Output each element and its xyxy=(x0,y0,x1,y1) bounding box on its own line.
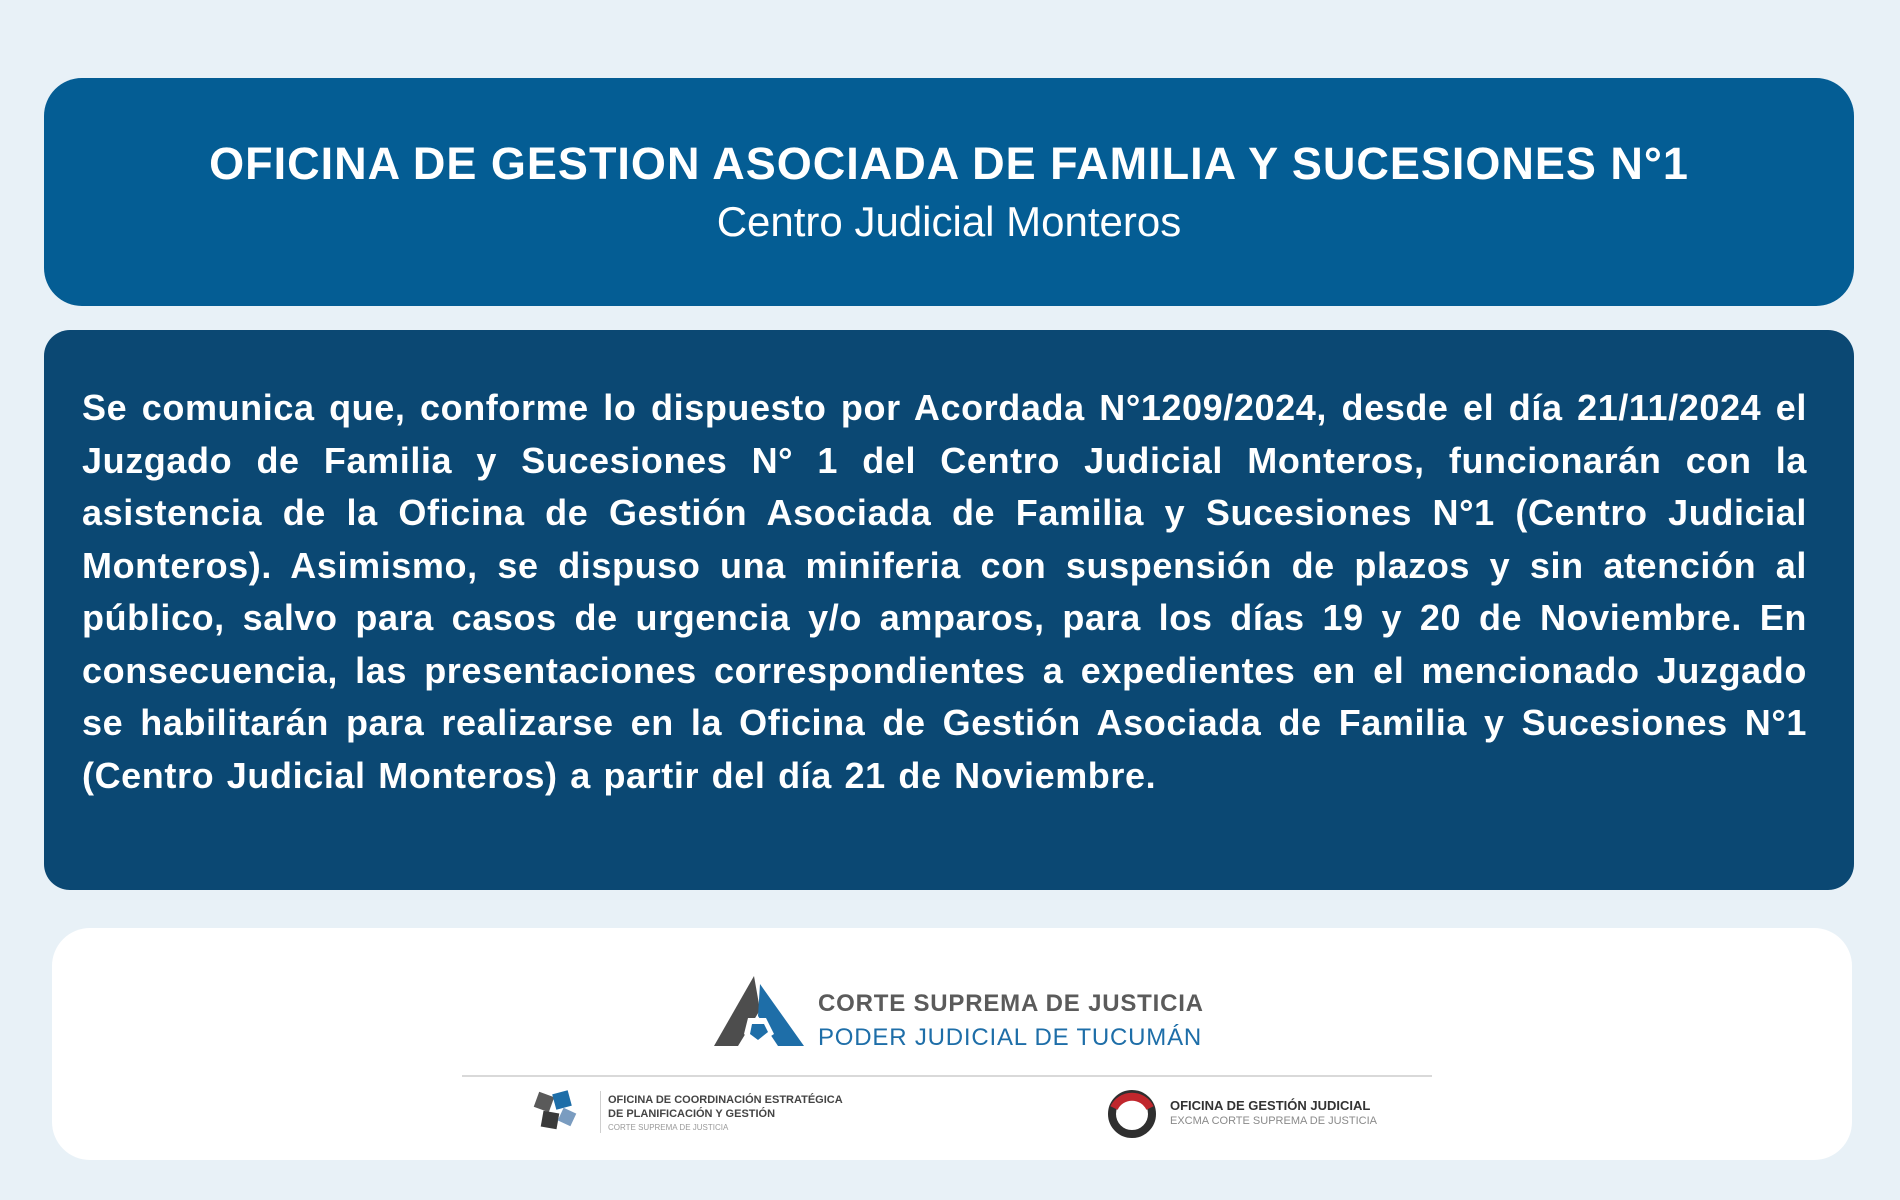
ogj-line1: OFICINA DE GESTIÓN JUDICIAL xyxy=(1170,1098,1371,1113)
corte-suprema-title: CORTE SUPREMA DE JUSTICIA xyxy=(818,990,1204,1017)
ocep-line3: CORTE SUPREMA DE JUSTICIA xyxy=(608,1123,729,1132)
notice-panel xyxy=(44,330,1854,890)
corte-suprema-logo-icon xyxy=(708,974,808,1050)
ocep-separator xyxy=(600,1091,601,1133)
ogj-ring-logo-icon xyxy=(1104,1086,1160,1142)
ocep-line2: DE PLANIFICACIÓN Y GESTIÓN xyxy=(608,1108,776,1120)
ocep-line1: OFICINA DE COORDINACIÓN ESTRATÉGICA xyxy=(608,1094,843,1106)
header-banner xyxy=(44,78,1854,306)
poder-judicial-title: PODER JUDICIAL DE TUCUMÁN xyxy=(818,1024,1203,1051)
notice-text: Se comunica que, conforme lo dispuesto por Acordada N°1209/2024, desde el día 21/11/2024 el Juzgado de Familia y Sucesiones N° 1 del Centro Judicial Monteros, funcionarán con la asistencia de la Oficina de Gestión Asociada de Familia y Sucesiones N°1 (Centro Judicial Monteros). Asimismo, se dispuso una miniferia con suspensión de plazos y sin atención al público, salvo para casos de urgencia y/o amparos, para los días 19 y 20 de Noviembre. En consecuencia, las presentaciones correspondientes a expedientes en el mencionado Juzgado se habilitarán para realizarse en la Oficina de Gestión Asociada de Familia y Sucesiones N°1 (Centro Judicial Monteros) a partir del día 21 de Noviembre. xyxy=(82,387,1807,796)
footer-divider xyxy=(462,1075,1432,1077)
office-subtitle: Centro Judicial Monteros xyxy=(716,198,1182,245)
ogj-line2: EXCMA CORTE SUPREMA DE JUSTICIA xyxy=(1170,1115,1378,1127)
ocep-puzzle-logo-icon xyxy=(530,1088,586,1136)
office-title: OFICINA DE GESTION ASOCIADA DE FAMILIA Y SUCESIONES N°1 xyxy=(209,138,1689,189)
footer-logos xyxy=(52,928,1852,1160)
